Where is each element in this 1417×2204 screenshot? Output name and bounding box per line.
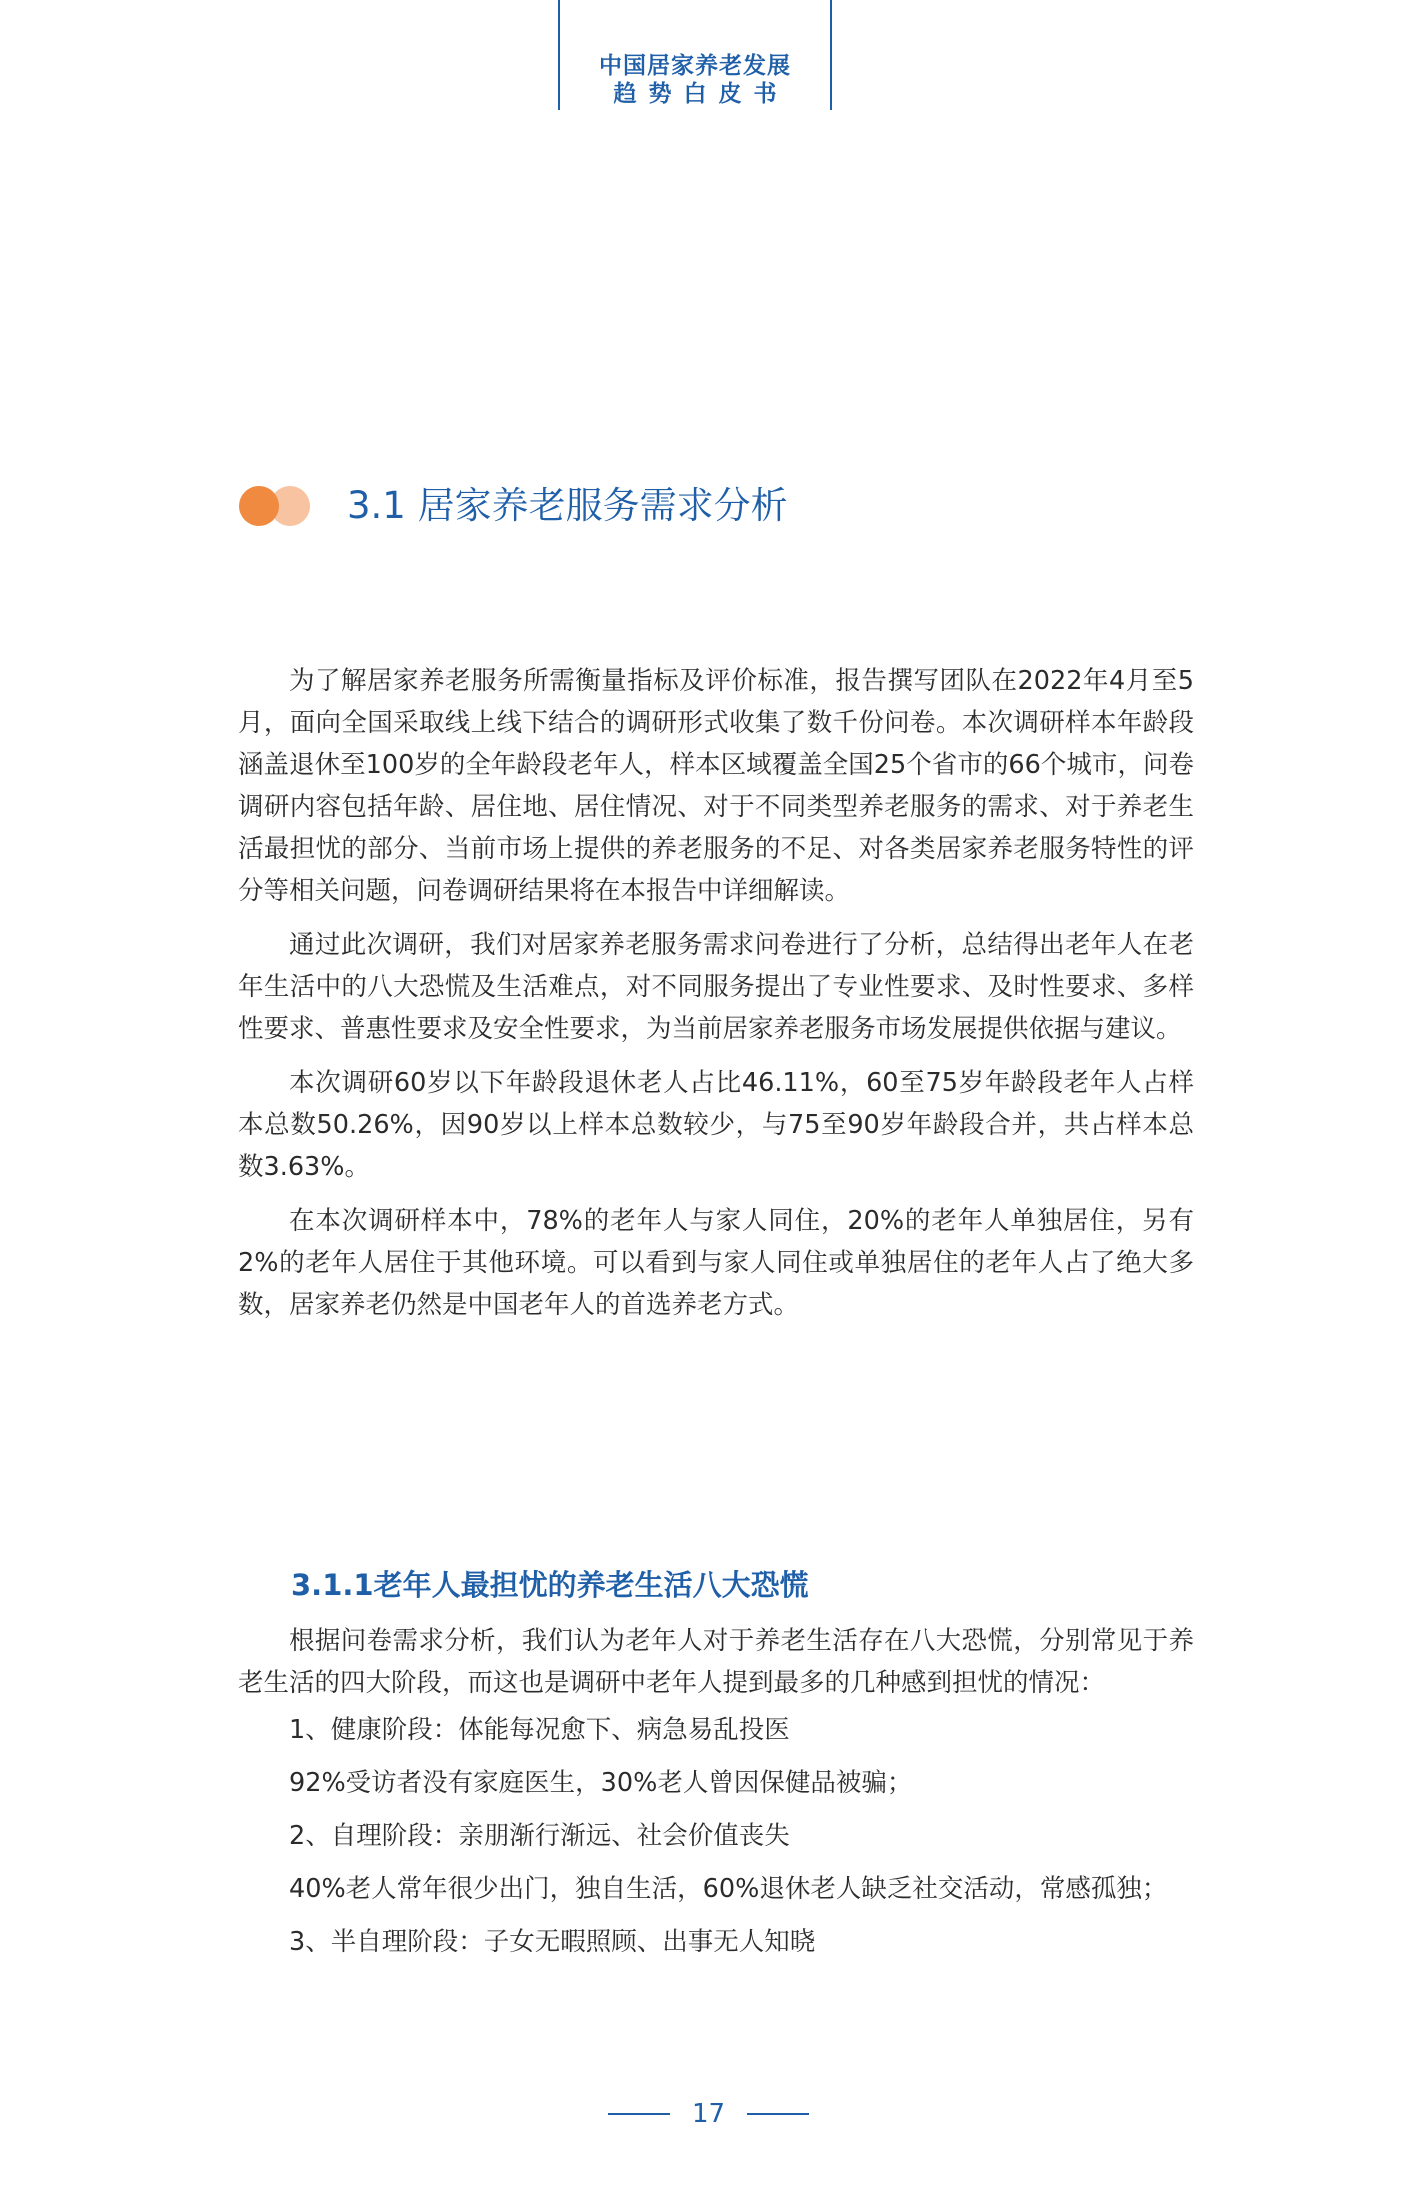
section-title: 3.1 居家养老服务需求分析 xyxy=(347,484,788,527)
list-item: 1、健康阶段：体能每况愈下、病急易乱投医 xyxy=(289,1715,790,1745)
paragraph: 本次调研60岁以下年龄段退休老人占比46.11%，60至75岁年龄段老年人占样本总数50.26%，因90岁以上样本总数较少，与75至90岁年龄段合并，共占样本总数3.63%。 xyxy=(238,1068,1194,1182)
list-item: 2、自理阶段：亲朋渐行渐远、社会价值丧失 xyxy=(289,1821,790,1851)
footer-rule-right xyxy=(747,2113,809,2115)
list-item: 92%受访者没有家庭医生，30%老人曾因保健品被骗； xyxy=(289,1768,913,1798)
page-number: 17 xyxy=(691,2099,726,2129)
section-heading xyxy=(237,476,788,536)
paragraph: 为了解居家养老服务所需衡量指标及评价标准，报告撰写团队在2022年4月至5月，面向全国采取线上线下结合的调研形式收集了数千份问卷。本次调研样本年龄段涵盖退休至100岁的全年龄段老年人，样本区域覆盖全国25个省市的66个城市，问卷调研内容包括年龄、居住地、居住情况、对于不同类型养老服务的需求、对于养老生活最担忧的部分、当前市场上提供的养老服务的不足、对各类居家养老服务特性的评分等相关问题，问卷调研结果将在本报告中详细解读。 xyxy=(238,666,1194,906)
list-item: 40%老人常年很少出门，独自生活，60%退休老人缺乏社交活动，常感孤独； xyxy=(289,1874,1168,1904)
heading-dots-icon xyxy=(237,483,315,529)
list-item: 3、半自理阶段：子女无暇照顾、出事无人知晓 xyxy=(289,1927,816,1957)
orange-dot-icon xyxy=(239,486,279,526)
running-header xyxy=(558,0,832,110)
page-footer xyxy=(0,2094,1417,2134)
subsection-title: 3.1.1老年人最担忧的养老生活八大恐慌 xyxy=(291,1568,809,1602)
header-title-line1: 中国居家养老发展 xyxy=(599,53,791,79)
paragraph: 在本次调研样本中，78%的老年人与家人同住，20%的老年人单独居住，另有2%的老年人居住于其他环境。可以看到与家人同住或单独居住的老年人占了绝大多数，居家养老仍然是中国老年人的首选养老方式。 xyxy=(238,1206,1194,1320)
header-title-line2: 趋势白皮书 xyxy=(613,81,789,107)
paragraph: 通过此次调研，我们对居家养老服务需求问卷进行了分析，总结得出老年人在老年生活中的八大恐慌及生活难点，对不同服务提出了专业性要求、及时性要求、多样性要求、普惠性要求及安全性要求，为当前居家养老服务市场发展提供依据与建议。 xyxy=(238,930,1194,1044)
footer-rule-left xyxy=(608,2113,670,2115)
subsection-intro: 根据问卷需求分析，我们认为老年人对于养老生活存在八大恐慌，分别常见于养老生活的四大阶段，而这也是调研中老年人提到最多的几种感到担忧的情况： xyxy=(238,1626,1194,1698)
intro-body xyxy=(238,660,1194,1338)
subsection-body xyxy=(238,1620,1194,1969)
